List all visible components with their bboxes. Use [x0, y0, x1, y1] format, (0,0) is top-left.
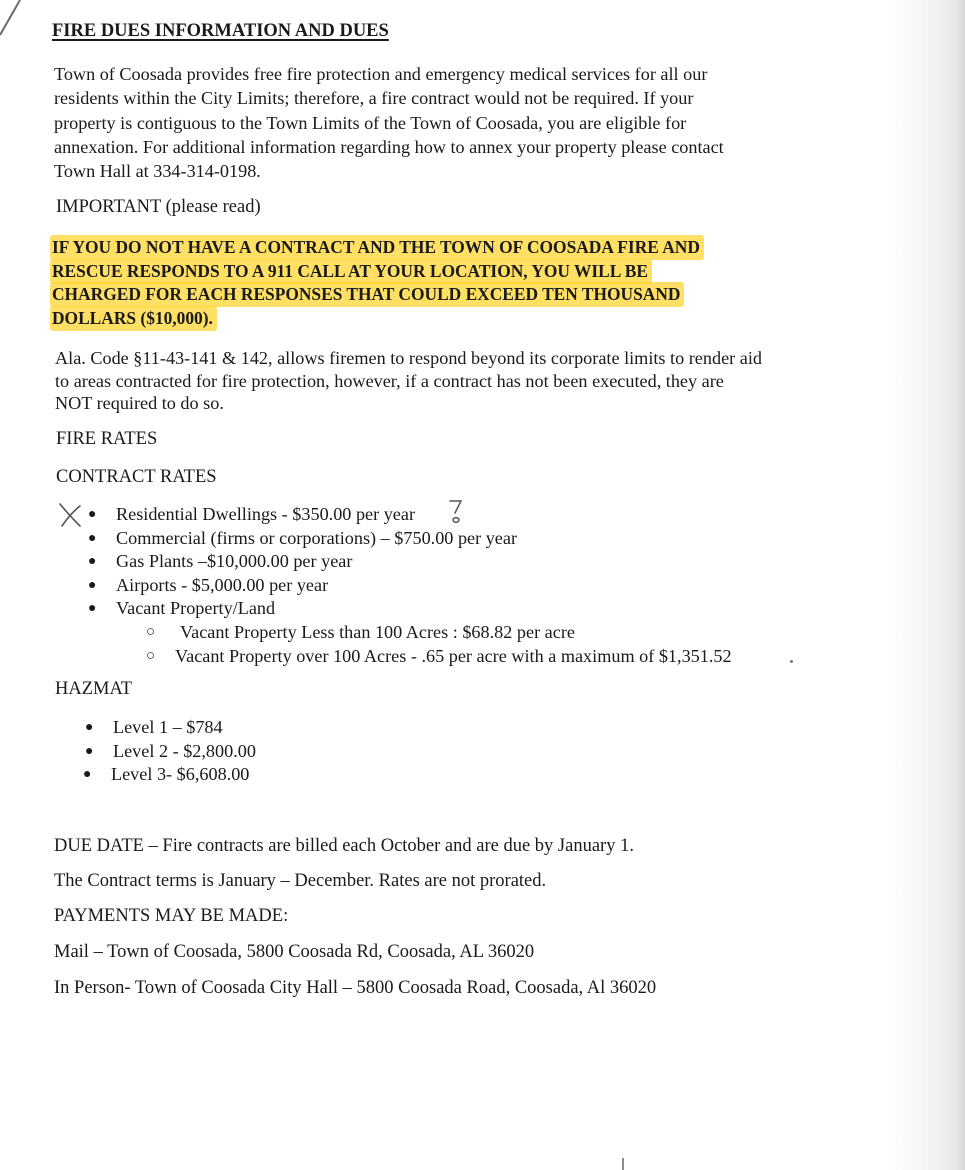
highlighted-text: IF YOU DO NOT HAVE A CONTRACT AND THE TOWN OF COOSADA FIRE AND — [50, 235, 704, 260]
intro-line: Town of Coosada provides free fire protection and emergency medical services for all our — [54, 64, 708, 84]
in-person-payment-text: In Person- Town of Coosada City Hall – 5800 Coosada Road, Coosada, Al 36020 — [54, 978, 657, 998]
stray-mark — [622, 1158, 624, 1170]
bullet-icon: ● — [88, 507, 97, 522]
fire-rates-heading: FIRE RATES — [56, 429, 158, 449]
contract-terms-text: The Contract terms is January – December. Rates are not prorated. — [54, 871, 547, 891]
intro-line: property is contiguous to the Town Limits of the Town of Coosada, you are eligible for — [54, 112, 687, 133]
document-title: FIRE DUES INFORMATION AND DUES — [52, 21, 389, 41]
intro-line: annexation. For additional information regarding how to annex your property please contact — [54, 136, 724, 157]
list-item: ○ Vacant Property over 100 Acres - .65 per acre with a maximum of $1,351.52 — [146, 645, 732, 669]
important-label: IMPORTANT (please read) — [56, 197, 261, 217]
list-item: ● Level 2 - $2,800.00 — [113, 740, 256, 764]
mail-payment-text: Mail – Town of Coosada, 5800 Coosada Rd, Coosada, AL 36020 — [54, 942, 535, 962]
code-line: NOT required to do so. — [55, 393, 224, 413]
hazmat-list — [83, 716, 256, 787]
warning-line — [54, 283, 814, 307]
handwritten-seven-mark-icon — [446, 497, 466, 527]
list-item: ● Gas Plants –$10,000.00 per year — [116, 550, 517, 574]
handwritten-x-mark-icon — [56, 500, 86, 530]
circle-bullet-icon: ○ — [146, 647, 156, 664]
list-item: ● Level 1 – $784 — [113, 716, 256, 740]
hazmat-heading: HAZMAT — [55, 679, 133, 699]
warning-paragraph — [54, 236, 814, 330]
bullet-icon: ● — [85, 720, 94, 735]
ala-code-paragraph — [55, 347, 835, 415]
warning-line — [54, 307, 814, 331]
contract-rates-heading: CONTRACT RATES — [56, 467, 217, 487]
code-line: Ala. Code §11-43-141 & 142, allows firemen to respond beyond its corporate limits to render aid — [55, 348, 762, 368]
stray-mark — [790, 660, 793, 663]
list-item: ● Level 3- $6,608.00 — [111, 763, 254, 787]
highlighted-text: CHARGED FOR EACH RESPONSES THAT COULD EXCEED TEN THOUSAND — [50, 282, 684, 307]
intro-line: residents within the City Limits; therefore, a fire contract would not be required. If your — [54, 88, 694, 109]
list-item: ● Residential Dwellings - $350.00 per year — [116, 503, 517, 527]
vacant-property-sub-list — [146, 621, 732, 668]
page-edge-shadow — [955, 0, 965, 1170]
list-item: ○ Vacant Property Less than 100 Acres : $68.82 per acre — [146, 621, 732, 645]
list-item: ● Airports - $5,000.00 per year — [116, 574, 517, 598]
bullet-icon: ● — [85, 743, 94, 759]
circle-bullet-icon: ○ — [146, 624, 156, 640]
list-item: ● Vacant Property/Land — [116, 597, 517, 621]
intro-line: Town Hall at 334-314-0198. — [54, 161, 261, 182]
due-date-text: DUE DATE – Fire contracts are billed each October and are due by January 1. — [54, 836, 634, 856]
payments-heading: PAYMENTS MAY BE MADE: — [54, 906, 289, 926]
bullet-icon: ● — [88, 554, 97, 569]
warning-line — [54, 236, 814, 260]
bullet-icon: ● — [88, 577, 97, 593]
highlighted-text: RESCUE RESPONDS TO A 911 CALL AT YOUR LOCATION, YOU WILL BE — [50, 259, 652, 284]
warning-line — [54, 260, 814, 284]
bullet-icon: ● — [88, 601, 97, 616]
bullet-icon: ● — [88, 530, 97, 546]
intro-paragraph — [54, 62, 814, 183]
bullet-icon: ● — [83, 767, 92, 782]
code-line: to areas contracted for fire protection, however, if a contract has not been executed, they are — [55, 370, 724, 391]
list-item: ● Commercial (firms or corporations) – $750.00 per year — [116, 527, 517, 551]
highlighted-text: DOLLARS ($10,000). — [50, 306, 217, 331]
page-corner-crease — [0, 0, 40, 40]
